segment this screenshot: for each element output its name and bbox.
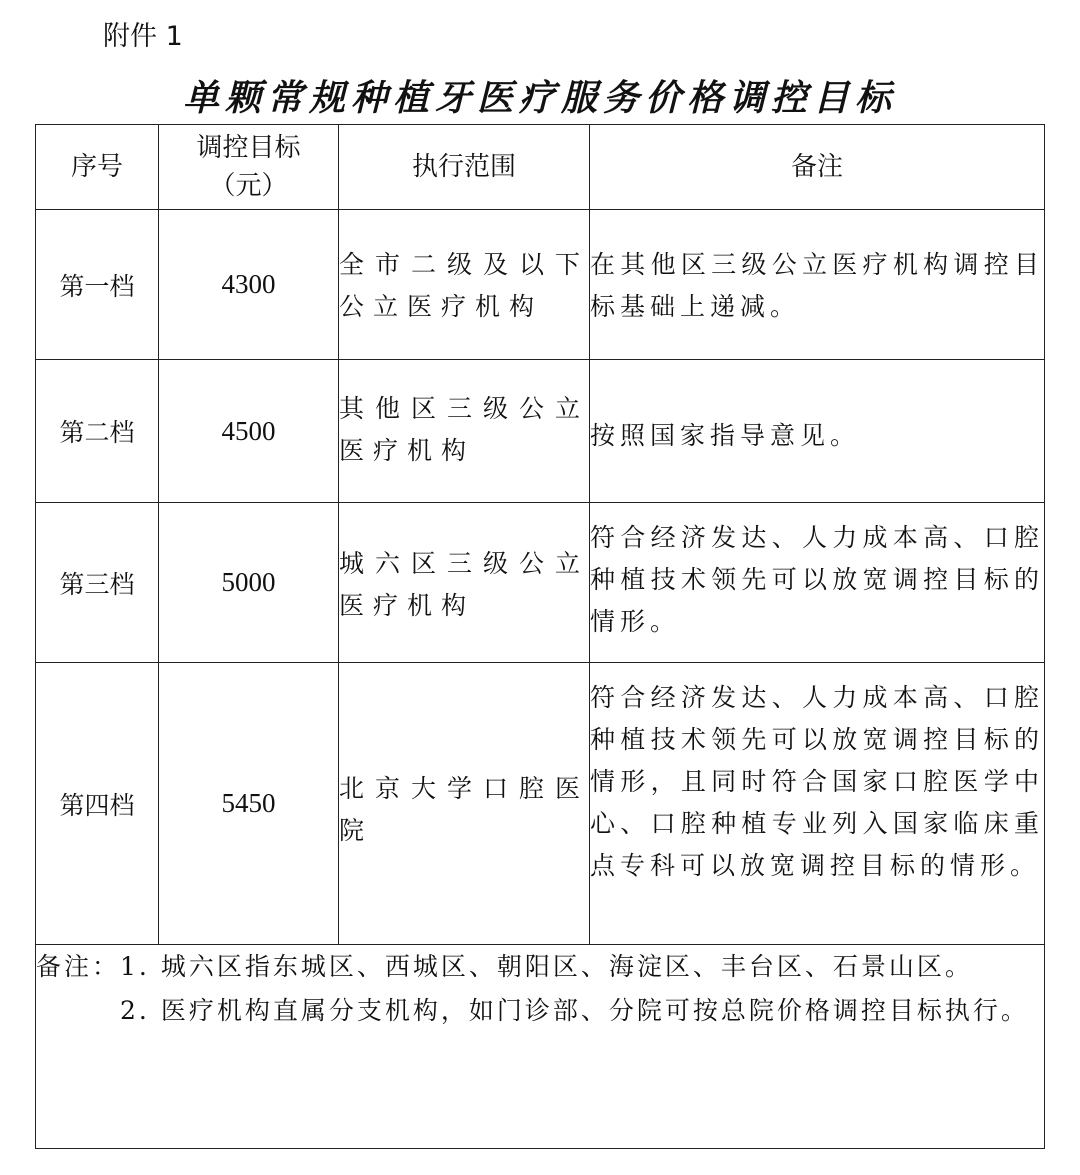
table-row [36, 210, 1045, 360]
tier-cell: 第四档 [36, 663, 159, 945]
footnote-number-1: 1. [120, 952, 161, 981]
note-cell: 符合经济发达、人力成本高、口腔种植技术领先可以放宽调控目标的情形。 [590, 503, 1045, 663]
tier-cell: 第三档 [36, 503, 159, 663]
header-scope: 执行范围 [339, 125, 590, 210]
tier-cell: 第二档 [36, 360, 159, 503]
attachment-label: 附件 1 [103, 21, 183, 52]
footnote-item-2 [36, 989, 1044, 1033]
target-cell: 5450 [159, 663, 339, 945]
scope-cell: 城六区三级公立医疗机构 [339, 503, 590, 663]
footnote-row [36, 945, 1045, 1149]
footnote-lead: 备注： [36, 952, 121, 981]
header-target-line2: （元） [209, 171, 288, 201]
scope-cell: 全市二级及以下公立医疗机构 [339, 210, 590, 360]
scope-cell: 北京大学口腔医院 [339, 663, 590, 945]
footnote-text-2: 医疗机构直属分支机构，如门诊部、分院可按总院价格调控目标执行。 [160, 996, 1029, 1025]
header-tier: 序号 [36, 125, 159, 210]
note-cell: 符合经济发达、人力成本高、口腔种植技术领先可以放宽调控目标的情形，且同时符合国家口腔医学中心、口腔种植专业列入国家临床重点专科可以放宽调控目标的情形。 [590, 663, 1045, 945]
header-note: 备注 [590, 125, 1045, 210]
footnote-cell [36, 945, 1045, 1149]
header-target [159, 125, 339, 210]
target-cell: 5000 [159, 503, 339, 663]
document-title: 单颗常规种植牙医疗服务价格调控目标 [182, 77, 897, 119]
target-cell: 4300 [159, 210, 339, 360]
footnote-text-1: 城六区指东城区、西城区、朝阳区、海淀区、丰台区、石景山区。 [160, 952, 973, 981]
footnote-item-1 [36, 945, 1044, 989]
header-target-line1: 调控目标 [196, 133, 301, 163]
scope-cell: 其他区三级公立医疗机构 [339, 360, 590, 503]
table-row [36, 663, 1045, 945]
target-cell: 4500 [159, 360, 339, 503]
header-row [36, 125, 1045, 210]
price-target-table [35, 124, 1045, 1149]
tier-cell: 第一档 [36, 210, 159, 360]
table-row [36, 503, 1045, 663]
table-row [36, 360, 1045, 503]
note-cell: 按照国家指导意见。 [590, 360, 1045, 503]
note-cell: 在其他区三级公立医疗机构调控目标基础上递减。 [590, 210, 1045, 360]
footnote-number-2: 2. [120, 996, 161, 1025]
